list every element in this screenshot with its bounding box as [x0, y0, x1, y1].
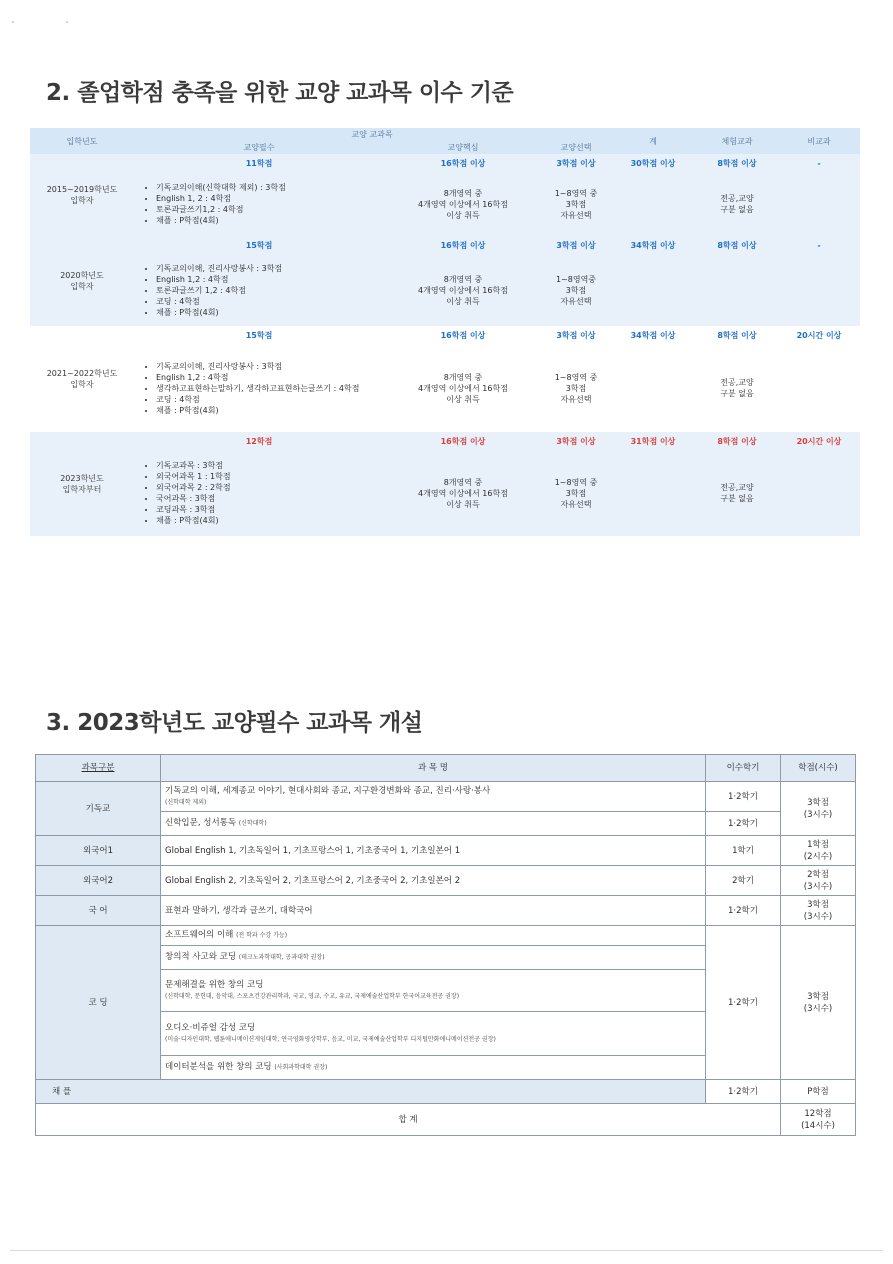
- required-item: • 외국어과목 1 : 1학점: [156, 471, 382, 482]
- required-sum: 15학점: [245, 330, 273, 340]
- course-note: (신학대학 제외): [165, 798, 207, 806]
- course-name: 문제해결을 위한 창의 코딩: [165, 979, 264, 990]
- elective-sum: 3학점 이상: [542, 236, 610, 254]
- course-name: 창의적 사고와 코딩: [165, 952, 237, 962]
- required-item: • 생각하고표현하는말하기, 생각하고표현하는글쓰기 : 4학점: [156, 383, 382, 394]
- section2-title: 2. 졸업학점 충족을 위한 교양 교과목 이수 기준: [46, 80, 514, 106]
- header-year: 입학년도: [30, 128, 134, 154]
- category-coding: 코 딩: [36, 926, 161, 1080]
- course-foreign1: Global English 1, 기초독일어 1, 기초프랑스어 1, 기초중국어 1, 기초일본어 1: [161, 836, 706, 866]
- noncredit-detail: [778, 344, 860, 432]
- total-detail: [610, 344, 696, 432]
- header-required: 교양필수: [134, 141, 384, 154]
- table-row-korean: [36, 896, 856, 926]
- required-item: • 채플 : P학점(4회): [156, 515, 382, 526]
- experience-sum: 8학점 이상: [696, 154, 778, 172]
- total-sum: 31학점 이상: [610, 432, 696, 450]
- table-row-foreign2: [36, 866, 856, 896]
- semester-coding: 1·2학기: [706, 926, 781, 1080]
- category-foreign1: 외국어1: [36, 836, 161, 866]
- graduation-criteria-table: [30, 128, 860, 536]
- required-detail: [134, 450, 384, 536]
- noncredit-sum: -: [778, 154, 860, 172]
- scan-mark-right: ': [66, 20, 68, 28]
- total-detail: [610, 172, 696, 236]
- semester: 2학기: [706, 866, 781, 896]
- noncredit-detail: [778, 450, 860, 536]
- header-course: 과 목 명: [161, 755, 706, 782]
- required-item: • 코딩 : 4학점: [156, 394, 382, 405]
- required-item: • English 1,2 : 4학점: [156, 372, 382, 383]
- header-credit: 학점(시수): [781, 755, 856, 782]
- semester: 1·2학기: [706, 812, 781, 836]
- course-note: (미술·디자인대학, 웹툰애니메이션게임대학, 연극영화영상학부, 음교, 미교, 국제예술산업학부 디지털만화애니메이션전공 권장): [165, 1035, 496, 1043]
- elective-detail: 1~8영역 중 3학점 자유선택: [542, 450, 610, 536]
- course-coding-4: [161, 1012, 706, 1056]
- elective-sum: 3학점 이상: [542, 154, 610, 172]
- header-noncredit: 비교과: [778, 128, 860, 154]
- noncredit-sum: 20시간 이상: [796, 330, 842, 340]
- elective-detail: 1~8영역 중 3학점 자유선택: [554, 372, 598, 404]
- criteria-detail-row: [30, 450, 860, 536]
- core-detail: 8개영역 중 4개영역 이상에서 16학점 이상 취득: [418, 372, 508, 404]
- elective-detail: 1~8영역 중 3학점 자유선택: [542, 172, 610, 236]
- core-sum: 16학점 이상: [384, 236, 542, 254]
- required-item: • 코딩과목 : 3학점: [156, 504, 382, 515]
- total-sum: 34학점 이상: [610, 236, 696, 254]
- required-item: • 외국어과목 2 : 2학점: [156, 482, 382, 493]
- criteria-detail-row: [30, 344, 860, 432]
- entry-year: 2020학년도 입학자: [30, 236, 134, 326]
- category-foreign2: 외국어2: [36, 866, 161, 896]
- semester: 1·2학기: [706, 1080, 781, 1104]
- elective-detail: 1~8영역중 3학점 자유선택: [542, 254, 610, 326]
- header-semester: 이수학기: [706, 755, 781, 782]
- header-liberal: 교양 교과목: [134, 128, 610, 141]
- criteria-sum-row: [30, 236, 860, 254]
- experience-detail: 전공,교양 구분 없음: [696, 450, 778, 536]
- noncredit-sum: -: [778, 236, 860, 254]
- table-row-christian-1: [36, 782, 856, 812]
- course-note: (테크노과학대학, 공과대학 권장): [238, 954, 325, 961]
- semester: 1·2학기: [706, 782, 781, 812]
- required-item: • 코딩 : 4학점: [156, 296, 382, 307]
- criteria-detail-row: [30, 254, 860, 326]
- total-label: 합 계: [36, 1104, 781, 1136]
- required-detail: [134, 172, 384, 236]
- required-detail: [134, 344, 384, 432]
- required-item: • 토론과글쓰기 1,2 : 4학점: [156, 285, 382, 296]
- required-item: • 채플 : P학점(4회): [156, 307, 382, 318]
- total-detail: [610, 450, 696, 536]
- required-item: • 기독교의이해, 진리사랑봉사 : 3학점: [156, 361, 382, 372]
- section3-title: 3. 2023학년도 교양필수 교과목 개설: [46, 710, 423, 736]
- table-row-chapel: [36, 1080, 856, 1104]
- criteria-detail-row: [30, 172, 860, 236]
- experience-sum: 8학점 이상: [696, 432, 778, 450]
- required-item: • 국어과목 : 3학점: [156, 493, 382, 504]
- entry-year: 2015~2019학년도 입학자: [30, 154, 134, 236]
- header-category: 과목구분: [36, 755, 161, 782]
- core-sum: 16학점 이상: [384, 432, 542, 450]
- credit-christian: 3학점 (3시수): [781, 782, 856, 836]
- page-bottom-line: [10, 1250, 883, 1251]
- required-detail: [134, 254, 384, 326]
- core-detail: 8개영역 중 4개영역 이상에서 16학점 이상 취득: [384, 172, 542, 236]
- required-item: • 채플 : P학점(4회): [156, 215, 382, 226]
- experience-detail: 전공,교양 구분 없음: [696, 172, 778, 236]
- total-credit: 12학점 (14시수): [781, 1104, 856, 1136]
- course-coding-2: [161, 946, 706, 970]
- table-row-foreign1: [36, 836, 856, 866]
- table-row-total: [36, 1104, 856, 1136]
- header-experience: 체험교과: [696, 128, 778, 154]
- course-coding-3: [161, 970, 706, 1012]
- credit-foreign1: 1학점 (2시수): [781, 836, 856, 866]
- criteria-sum-row: [30, 432, 860, 450]
- course-name: 신학입문, 성서통독: [165, 818, 237, 828]
- course-coding-5: [161, 1056, 706, 1080]
- required-item: • 기독교과목 : 3학점: [156, 460, 382, 471]
- category-christian: 기독교: [36, 782, 161, 836]
- category-chapel: 채 플: [36, 1080, 706, 1104]
- criteria-sum-row: [30, 154, 860, 172]
- header-total: 계: [610, 128, 696, 154]
- experience-detail: [696, 254, 778, 326]
- course-note: (신학대학): [238, 820, 267, 827]
- course-christian-2: [161, 812, 706, 836]
- table-header-row: [36, 755, 856, 782]
- course-name: 데이터분석을 위한 창의 코딩: [165, 1062, 272, 1072]
- required-sum: 15학점: [134, 236, 384, 254]
- experience-detail: 전공,교양 구분 없음: [720, 378, 754, 398]
- course-note: (신학대학, 문헌대, 음악대, 스포츠건강관리학과, 국교, 영교, 수교, 유교, 국제예술산업학부 한국어교육전공 권장): [165, 992, 460, 1000]
- core-sum: 16학점 이상: [440, 330, 486, 340]
- noncredit-detail: [778, 254, 860, 326]
- required-sum: 11학점: [134, 154, 384, 172]
- category-korean: 국 어: [36, 896, 161, 926]
- entry-year: 2021~2022학년도 입학자: [46, 369, 118, 389]
- total-detail: [610, 254, 696, 326]
- course-korean: 표현과 말하기, 생각과 글쓰기, 대학국어: [161, 896, 706, 926]
- curriculum-table: [35, 754, 856, 1136]
- core-detail: 8개영역 중 4개영역 이상에서 16학점 이상 취득: [384, 254, 542, 326]
- required-item: • 기독교의이해(신학대학 제외) : 3학점: [156, 182, 382, 193]
- required-item: • English 1, 2 : 4학점: [156, 193, 382, 204]
- semester: 1학기: [706, 836, 781, 866]
- total-sum: 30학점 이상: [610, 154, 696, 172]
- required-item: • 토론과글쓰기1,2 : 4학점: [156, 204, 382, 215]
- experience-sum: 8학점 이상: [696, 236, 778, 254]
- course-foreign2: Global English 2, 기초독일어 2, 기초프랑스어 2, 기초중국어 2, 기초일본어 2: [161, 866, 706, 896]
- total-sum: 34학점 이상: [630, 330, 676, 340]
- header-elective: 교양선택: [542, 141, 610, 154]
- criteria-sum-row: [30, 326, 860, 344]
- required-item: • English 1,2 : 4학점: [156, 274, 382, 285]
- course-christian-1: [161, 782, 706, 812]
- core-detail: 8개영역 중 4개영역 이상에서 16학점 이상 취득: [384, 450, 542, 536]
- course-name: 기독교의 이해, 세계종교 이야기, 현대사회와 종교, 지구환경변화와 종교, 진리·사랑·봉사: [165, 785, 491, 796]
- core-sum: 16학점 이상: [384, 154, 542, 172]
- elective-sum: 3학점 이상: [556, 330, 596, 340]
- elective-sum: 3학점 이상: [542, 432, 610, 450]
- course-name: 오디오·비쥬얼 감성 코딩: [165, 1022, 256, 1033]
- noncredit-detail: [778, 172, 860, 236]
- semester: 1·2학기: [706, 896, 781, 926]
- noncredit-sum: 20시간 이상: [778, 432, 860, 450]
- experience-sum: 8학점 이상: [717, 330, 757, 340]
- entry-year: 2023학년도 입학자부터: [30, 432, 134, 536]
- course-name: 소프트웨어의 이해: [165, 930, 234, 940]
- header-core: 교양핵심: [384, 141, 542, 154]
- course-note: (전 학과 수강 가능): [236, 932, 288, 939]
- credit-korean: 3학점 (3시수): [781, 896, 856, 926]
- credit-foreign2: 2학점 (3시수): [781, 866, 856, 896]
- required-item: • 기독교의이해, 진리사랑봉사 : 3학점: [156, 263, 382, 274]
- course-coding-1: [161, 926, 706, 946]
- course-note: (사회과학대학 권장): [274, 1064, 328, 1071]
- required-sum: 12학점: [134, 432, 384, 450]
- required-item: • 채플 : P학점(4회): [156, 405, 382, 416]
- table-row-coding-1: [36, 926, 856, 946]
- credit-coding: 3학점 (3시수): [781, 926, 856, 1080]
- scan-mark-left: ': [12, 20, 14, 28]
- credit-chapel: P학점: [781, 1080, 856, 1104]
